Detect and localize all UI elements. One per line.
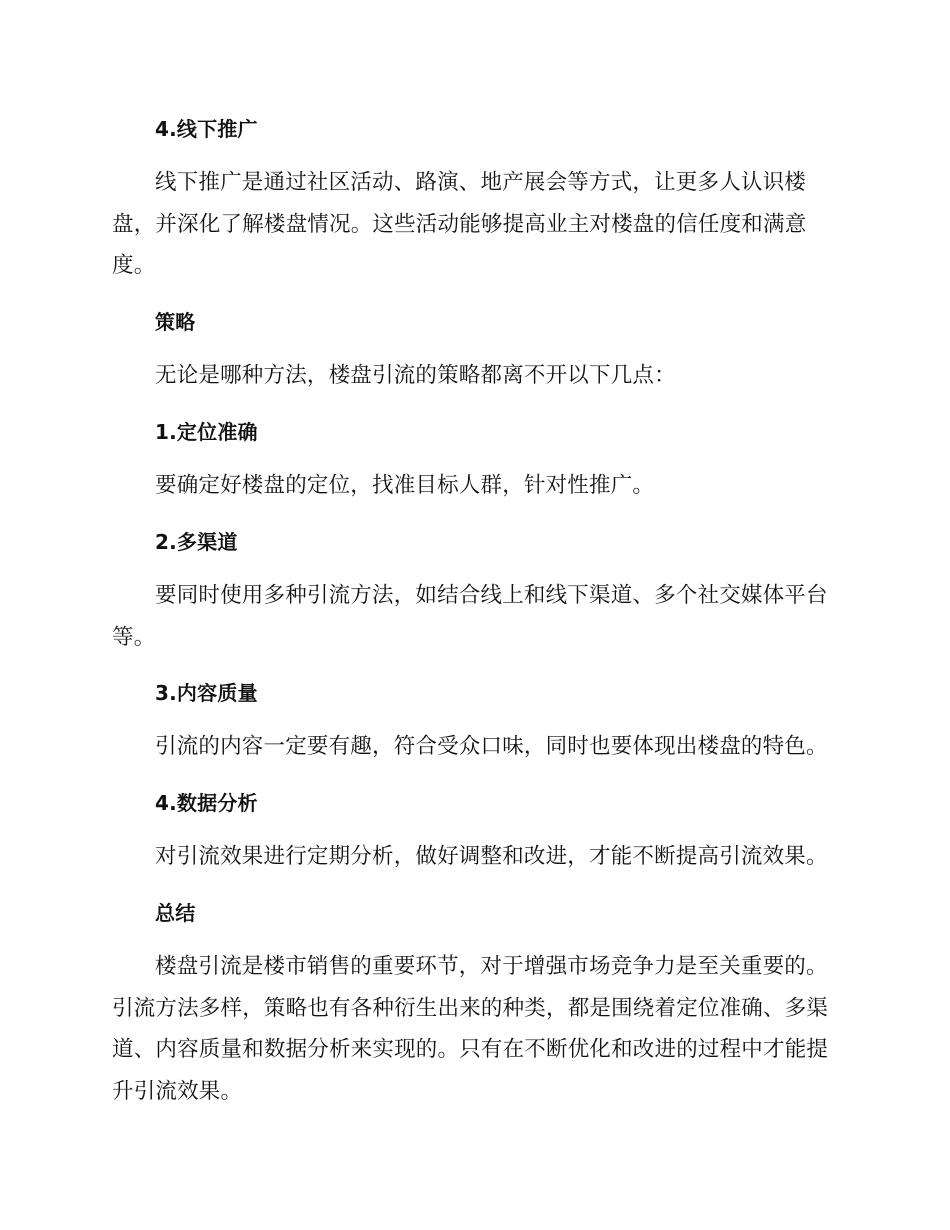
section-paragraph-offline-promotion: 线下推广是通过社区活动、路演、地产展会等方式，让更多人认识楼盘，并深化了解楼盘情况。这些活动能够提高业主对楼盘的信任度和满意度。 bbox=[112, 170, 807, 278]
section-paragraph-summary: 楼盘引流是楼市销售的重要环节，对于增强市场竞争力是至关重要的。引流方法多样，策略也有各种衍生出来的种类，都是围绕着定位准确、多渠道、内容质量和数据分析来实现的。只有在不断优化和改进的过程中才能提升引流效果。 bbox=[112, 954, 829, 1104]
section-paragraph-strategy: 无论是哪种方法，楼盘引流的策略都离不开以下几点： bbox=[155, 363, 676, 388]
section-heading-positioning: 1.定位准确 bbox=[155, 420, 258, 444]
section-heading-summary: 总结 bbox=[155, 901, 196, 925]
section-heading-multichannel: 2.多渠道 bbox=[155, 530, 238, 554]
section-paragraph-data-analysis: 对引流效果进行定期分析，做好调整和改进，才能不断提高引流效果。 bbox=[155, 844, 828, 869]
section-paragraph-content-quality: 引流的内容一定要有趣，符合受众口味，同时也要体现出楼盘的特色。 bbox=[155, 734, 828, 759]
section-heading-strategy: 策略 bbox=[155, 310, 196, 334]
section-paragraph-multichannel: 要同时使用多种引流方法，如结合线上和线下渠道、多个社交媒体平台等。 bbox=[112, 583, 828, 650]
section-heading-content-quality: 3.内容质量 bbox=[155, 681, 258, 705]
section-paragraph-positioning: 要确定好楼盘的定位，找准目标人群，针对性推广。 bbox=[155, 473, 655, 498]
section-heading-offline-promotion: 4.线下推广 bbox=[155, 117, 258, 141]
section-heading-data-analysis: 4.数据分析 bbox=[155, 791, 258, 815]
